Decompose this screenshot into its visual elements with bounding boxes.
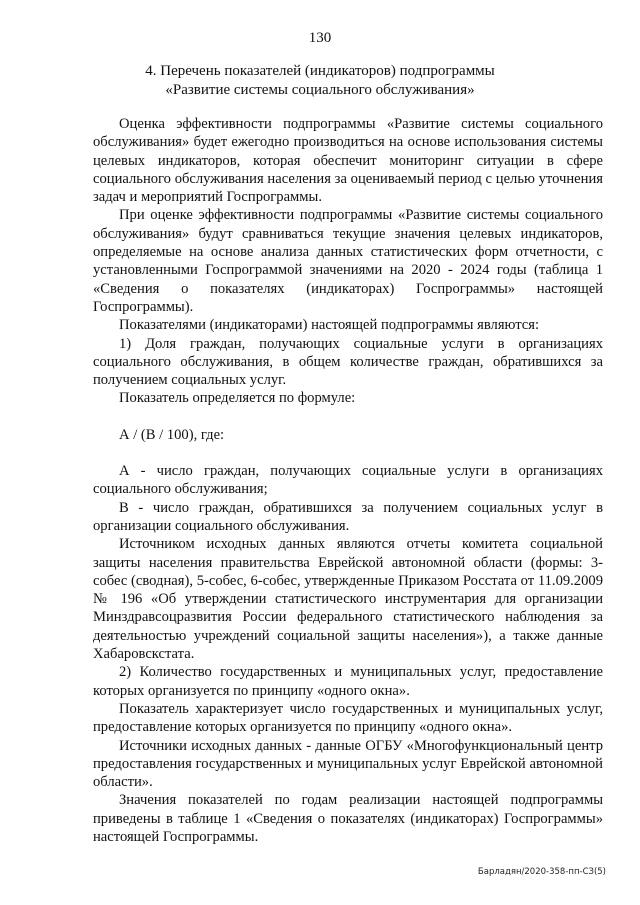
paragraph-evaluation-intro: Оценка эффективности подпрограммы «Развитие системы социального обслуживания» будет ежегодно производиться на основе использования системы целевых индикаторов, которая обеспечит мониторинг ситуации в сфере социального обслуживания населения за оцениваемый период с целью уточнения задач и мероприятий Госпрограммы. xyxy=(93,116,603,206)
paragraph-variable-a: А - число граждан, получающих социальные услуги в организациях социального обслуживания; xyxy=(93,463,603,498)
document-footer-code: Барладян/2020-358-пп-СЗ(5) xyxy=(477,867,606,877)
paragraph-indicators-list: Показателями (индикаторами) настоящей подпрограммы являются: xyxy=(119,317,540,334)
paragraph-data-source-1: Источником исходных данных являются отчеты комитета социальной защиты населения правительства Еврейской автономной области (формы: 3-собес (сводная), 5-собес, 6-собес, утвержденные Приказом Росстата от 11.09.2009 № 196 «Об утверждении статистического инструментария для организации Минздравсоцразвития России федерального статистического наблюдения за деятельностью учреждений социальной защиты населения»), а также данные Хабаровскстата. xyxy=(93,536,603,663)
page-number: 130 xyxy=(308,30,332,46)
section-title xyxy=(60,62,580,100)
paragraph-indicator-2-description: Показатель характеризует число государственных и муниципальных услуг, предоставление которых организуется по принципу «одного окна». xyxy=(93,700,603,736)
paragraph-indicator-2: 2) Количество государственных и муниципальных услуг, предоставление которых организуется по принципу «одного окна». xyxy=(93,664,603,699)
paragraph-indicator-1: 1) Доля граждан, получающих социальные услуги в организациях социального обслуживания, в общем количестве граждан, обратившихся за получением социальных услуг. xyxy=(93,335,603,389)
paragraph-values-reference: Значения показателей по годам реализации настоящей подпрограммы приведены в таблице 1 «Сведения о показателях (индикаторах) Госпрограммы» настоящей Госпрограммы. xyxy=(93,792,603,845)
paragraph-data-source-2: Источники исходных данных - данные ОГБУ «Многофункциональный центр предоставления государственных и муниципальных услуг Еврейской автономной области». xyxy=(93,737,603,791)
paragraph-variable-b: В - число граждан, обратившихся за получением социальных услуг в организации социального обслуживания. xyxy=(93,499,603,534)
section-title-line-2: «Развитие системы социального обслуживания» xyxy=(165,82,475,98)
section-title-line-1: 4. Перечень показателей (индикаторов) подпрограммы xyxy=(145,63,495,79)
paragraph-evaluation-comparison: При оценке эффективности подпрограммы «Развитие системы социального обслуживания» будут сравниваться текущие значения целевых индикаторов, определяемые на основе анализа данных статистических форм отчетности, с установленными Госпрограммой значениями на 2020 - 2024 годы (таблица 1 «Сведения о показателях (индикаторах) Госпрограммы» настоящей Госпрограммы). xyxy=(93,207,603,315)
document-body xyxy=(93,115,603,846)
formula: А / (В / 100), где: xyxy=(119,426,225,443)
paragraph-formula-intro: Показатель определяется по формуле: xyxy=(119,390,356,407)
